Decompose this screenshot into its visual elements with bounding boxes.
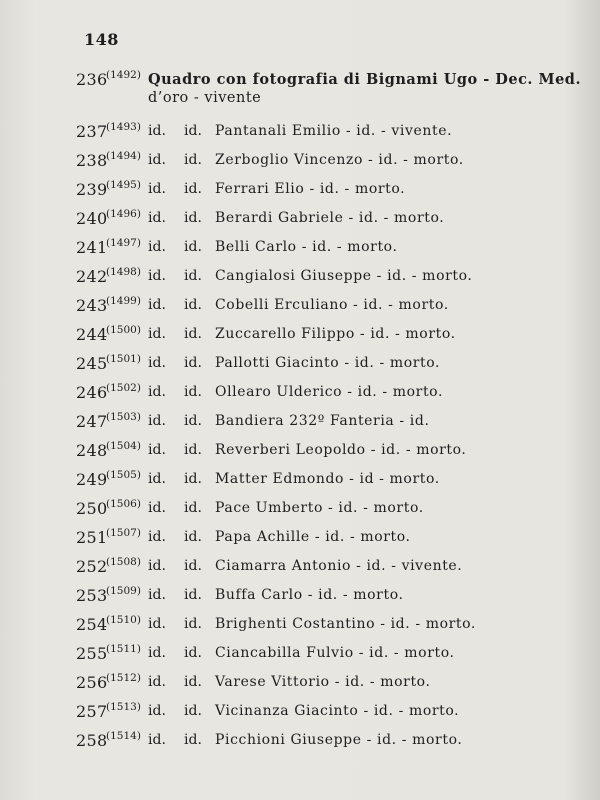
entry-number: 256 <box>76 673 108 692</box>
entry-description: Matter Edmondo - id - morto. <box>215 471 440 487</box>
ditto-column-2: id. <box>184 384 202 400</box>
entry-number: 255 <box>76 644 108 663</box>
catalog-entry <box>0 586 600 612</box>
inventory-number: (1499) <box>106 295 141 307</box>
entry-number: 236 <box>76 70 108 89</box>
entry-number: 250 <box>76 499 108 518</box>
entry-description: Zerboglio Vincenzo - id. - morto. <box>215 152 464 168</box>
entry-number: 258 <box>76 731 108 750</box>
inventory-number: (1513) <box>106 701 141 713</box>
ditto-column-1: id. <box>148 152 166 168</box>
inventory-number: (1506) <box>106 498 141 510</box>
entry-description: Papa Achille - id. - morto. <box>215 529 411 545</box>
inventory-number: (1496) <box>106 208 141 220</box>
entry-number: 248 <box>76 441 108 460</box>
inventory-number: (1509) <box>106 585 141 597</box>
inventory-number: (1512) <box>106 672 141 684</box>
entry-description: Varese Vittorio - id. - morto. <box>215 674 431 690</box>
entry-description: Brighenti Costantino - id. - morto. <box>215 616 476 632</box>
catalog-entry <box>0 528 600 554</box>
ditto-column-2: id. <box>184 500 202 516</box>
ditto-column-2: id. <box>184 413 202 429</box>
entry-number: 241 <box>76 238 108 257</box>
inventory-number: (1501) <box>106 353 141 365</box>
entry-description: Belli Carlo - id. - morto. <box>215 239 398 255</box>
catalog-entry <box>0 296 600 322</box>
entry-number: 253 <box>76 586 108 605</box>
ditto-column-2: id. <box>184 703 202 719</box>
ditto-column-1: id. <box>148 529 166 545</box>
ditto-column-2: id. <box>184 297 202 313</box>
entry-number: 237 <box>76 122 108 141</box>
entry-number: 242 <box>76 267 108 286</box>
ditto-column-1: id. <box>148 703 166 719</box>
catalog-entry <box>0 238 600 264</box>
entry-description-line1: Quadro con fotografia di Bignami Ugo - Dec. Med. <box>148 71 581 88</box>
ditto-column-2: id. <box>184 181 202 197</box>
entry-description: Reverberi Leopoldo - id. - morto. <box>215 442 467 458</box>
entry-description: Buffa Carlo - id. - morto. <box>215 587 404 603</box>
ditto-column-2: id. <box>184 471 202 487</box>
entry-number: 249 <box>76 470 108 489</box>
ditto-column-1: id. <box>148 123 166 139</box>
ditto-column-1: id. <box>148 297 166 313</box>
entry-number: 243 <box>76 296 108 315</box>
ditto-column-2: id. <box>184 355 202 371</box>
entry-number: 238 <box>76 151 108 170</box>
ditto-column-1: id. <box>148 500 166 516</box>
ditto-column-1: id. <box>148 558 166 574</box>
entry-description: Ciancabilla Fulvio - id. - morto. <box>215 645 455 661</box>
ditto-column-2: id. <box>184 674 202 690</box>
entry-number: 251 <box>76 528 108 547</box>
inventory-number: (1507) <box>106 527 141 539</box>
entry-number: 246 <box>76 383 108 402</box>
inventory-number: (1503) <box>106 411 141 423</box>
inventory-number: (1493) <box>106 121 141 133</box>
entry-description: Cangialosi Giuseppe - id. - morto. <box>215 268 473 284</box>
ditto-column-2: id. <box>184 645 202 661</box>
ditto-column-2: id. <box>184 268 202 284</box>
catalog-entry <box>0 615 600 641</box>
entry-description: Vicinanza Giacinto - id. - morto. <box>215 703 460 719</box>
catalog-entry <box>0 470 600 496</box>
entry-description: Berardi Gabriele - id. - morto. <box>215 210 445 226</box>
ditto-column-1: id. <box>148 181 166 197</box>
entry-description-line2: d’oro - vivente <box>148 90 262 106</box>
ditto-column-1: id. <box>148 413 166 429</box>
ditto-column-2: id. <box>184 558 202 574</box>
inventory-number: (1494) <box>106 150 141 162</box>
entry-number: 244 <box>76 325 108 344</box>
page-number: 148 <box>84 30 119 49</box>
catalog-entry <box>0 209 600 235</box>
ditto-column-1: id. <box>148 587 166 603</box>
entry-description: Pantanali Emilio - id. - vivente. <box>215 123 453 139</box>
ditto-column-2: id. <box>184 616 202 632</box>
inventory-number: (1502) <box>106 382 141 394</box>
inventory-number: (1492) <box>106 69 141 81</box>
catalog-entry <box>0 383 600 409</box>
inventory-number: (1505) <box>106 469 141 481</box>
catalog-entry <box>0 499 600 525</box>
ditto-column-2: id. <box>184 442 202 458</box>
entry-description: Ciamarra Antonio - id. - vivente. <box>215 558 463 574</box>
ditto-column-2: id. <box>184 732 202 748</box>
entry-description: Pace Umberto - id. - morto. <box>215 500 424 516</box>
catalog-entry <box>0 122 600 148</box>
catalog-entry <box>0 412 600 438</box>
ditto-column-1: id. <box>148 384 166 400</box>
entry-number: 252 <box>76 557 108 576</box>
ditto-column-2: id. <box>184 239 202 255</box>
catalog-entry <box>0 702 600 728</box>
ditto-column-1: id. <box>148 326 166 342</box>
entry-description: Cobelli Erculiano - id. - morto. <box>215 297 449 313</box>
inventory-number: (1511) <box>106 643 141 655</box>
inventory-number: (1495) <box>106 179 141 191</box>
entry-description: Ollearo Ulderico - id. - morto. <box>215 384 444 400</box>
inventory-number: (1497) <box>106 237 141 249</box>
ditto-column-2: id. <box>184 326 202 342</box>
entry-description: Bandiera 232º Fanteria - id. <box>215 413 430 429</box>
ditto-column-1: id. <box>148 355 166 371</box>
ditto-column-2: id. <box>184 123 202 139</box>
inventory-number: (1498) <box>106 266 141 278</box>
ditto-column-2: id. <box>184 210 202 226</box>
entry-number: 257 <box>76 702 108 721</box>
catalog-entry <box>0 644 600 670</box>
entry-number: 240 <box>76 209 108 228</box>
ditto-column-1: id. <box>148 616 166 632</box>
catalog-entry <box>0 441 600 467</box>
ditto-column-1: id. <box>148 268 166 284</box>
entry-number: 245 <box>76 354 108 373</box>
catalog-entry <box>0 325 600 351</box>
entry-number: 254 <box>76 615 108 634</box>
ditto-column-1: id. <box>148 210 166 226</box>
catalog-entry <box>0 151 600 177</box>
inventory-number: (1514) <box>106 730 141 742</box>
ditto-column-2: id. <box>184 152 202 168</box>
ditto-column-2: id. <box>184 587 202 603</box>
ditto-column-1: id. <box>148 471 166 487</box>
ditto-column-1: id. <box>148 732 166 748</box>
ditto-column-1: id. <box>148 239 166 255</box>
entry-description: Pallotti Giacinto - id. - morto. <box>215 355 441 371</box>
entry-description: Ferrari Elio - id. - morto. <box>215 181 406 197</box>
ditto-column-1: id. <box>148 674 166 690</box>
catalog-entry <box>0 731 600 757</box>
catalog-entry <box>0 557 600 583</box>
inventory-number: (1504) <box>106 440 141 452</box>
ditto-column-1: id. <box>148 442 166 458</box>
ditto-column-1: id. <box>148 645 166 661</box>
inventory-number: (1508) <box>106 556 141 568</box>
inventory-number: (1510) <box>106 614 141 626</box>
catalog-entry <box>0 354 600 380</box>
inventory-number: (1500) <box>106 324 141 336</box>
catalog-entry <box>0 673 600 699</box>
entry-description: Zuccarello Filippo - id. - morto. <box>215 326 456 342</box>
catalog-entry <box>0 180 600 206</box>
catalog-entry-first <box>0 69 600 106</box>
entry-number: 247 <box>76 412 108 431</box>
entry-number: 239 <box>76 180 108 199</box>
entry-description: Picchioni Giuseppe - id. - morto. <box>215 732 463 748</box>
catalog-entry <box>0 267 600 293</box>
ditto-column-2: id. <box>184 529 202 545</box>
